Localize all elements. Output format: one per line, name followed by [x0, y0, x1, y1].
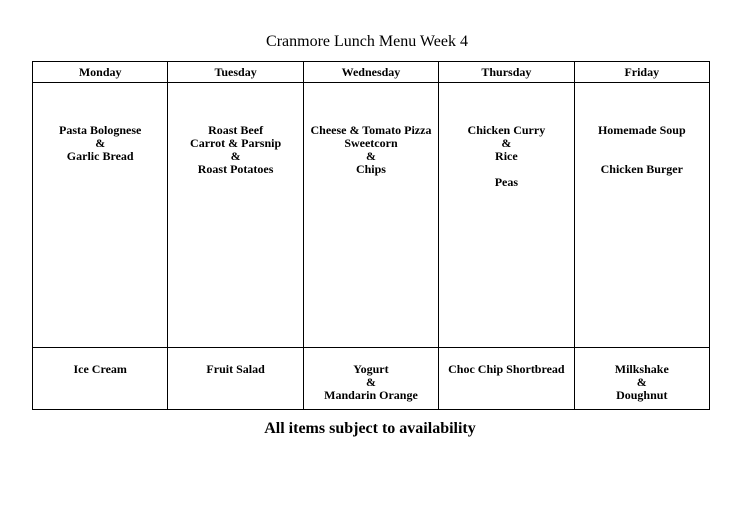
menu-line: Milkshake — [614, 361, 669, 376]
dessert-row — [33, 347, 710, 409]
day-header-friday: Friday — [574, 62, 709, 83]
menu-line: & — [230, 149, 241, 164]
main-cell-tuesday — [168, 83, 303, 348]
main-course-row — [33, 83, 710, 348]
menu-line: Garlic Bread — [66, 149, 134, 164]
main-cell-monday — [33, 83, 168, 348]
menu-line: Pasta Bolognese — [59, 123, 142, 138]
menu-line: Carrot & Parsnip — [190, 136, 282, 151]
menu-line: Yogurt — [353, 361, 389, 376]
main-cell-wednesday — [303, 83, 438, 348]
menu-line: & — [501, 136, 512, 151]
availability-note: All items subject to availability — [264, 420, 476, 437]
menu-line: Rice — [495, 149, 518, 164]
menu-line: Chips — [355, 162, 386, 177]
menu-line: Homemade Soup — [597, 123, 686, 138]
dessert-cell-wednesday — [303, 347, 438, 409]
menu-line: & — [365, 149, 376, 164]
menu-line: Roast Potatoes — [197, 162, 274, 177]
dessert-cell-monday — [33, 347, 168, 409]
menu-line: & — [365, 374, 376, 389]
menu-line: Chicken Burger — [600, 162, 683, 177]
day-header-row — [33, 62, 710, 83]
main-cell-friday — [574, 83, 709, 348]
menu-line: Fruit Salad — [206, 361, 265, 376]
day-header-wednesday: Wednesday — [303, 62, 438, 83]
day-header-tuesday: Tuesday — [168, 62, 303, 83]
day-header-monday: Monday — [33, 62, 168, 83]
menu-line: & — [636, 374, 647, 389]
lunch-menu-table — [32, 61, 710, 410]
menu-line: Choc Chip Shortbread — [448, 361, 565, 376]
menu-line: Peas — [494, 175, 519, 190]
dessert-cell-friday — [574, 347, 709, 409]
menu-line: Roast Beef — [208, 123, 264, 138]
main-cell-thursday — [439, 83, 574, 348]
menu-line: Doughnut — [616, 387, 668, 402]
menu-line: Mandarin Orange — [324, 387, 418, 402]
day-header-thursday: Thursday — [439, 62, 574, 83]
menu-line: Cheese & Tomato Pizza — [310, 123, 432, 138]
menu-line: & — [95, 136, 106, 151]
dessert-cell-tuesday — [168, 347, 303, 409]
menu-line — [575, 137, 709, 150]
menu-line: Ice Cream — [73, 361, 127, 376]
menu-line: Sweetcorn — [344, 136, 398, 151]
menu-line: Chicken Curry — [467, 123, 546, 138]
dessert-cell-thursday — [439, 347, 574, 409]
page-title: Cranmore Lunch Menu Week 4 — [266, 33, 468, 50]
